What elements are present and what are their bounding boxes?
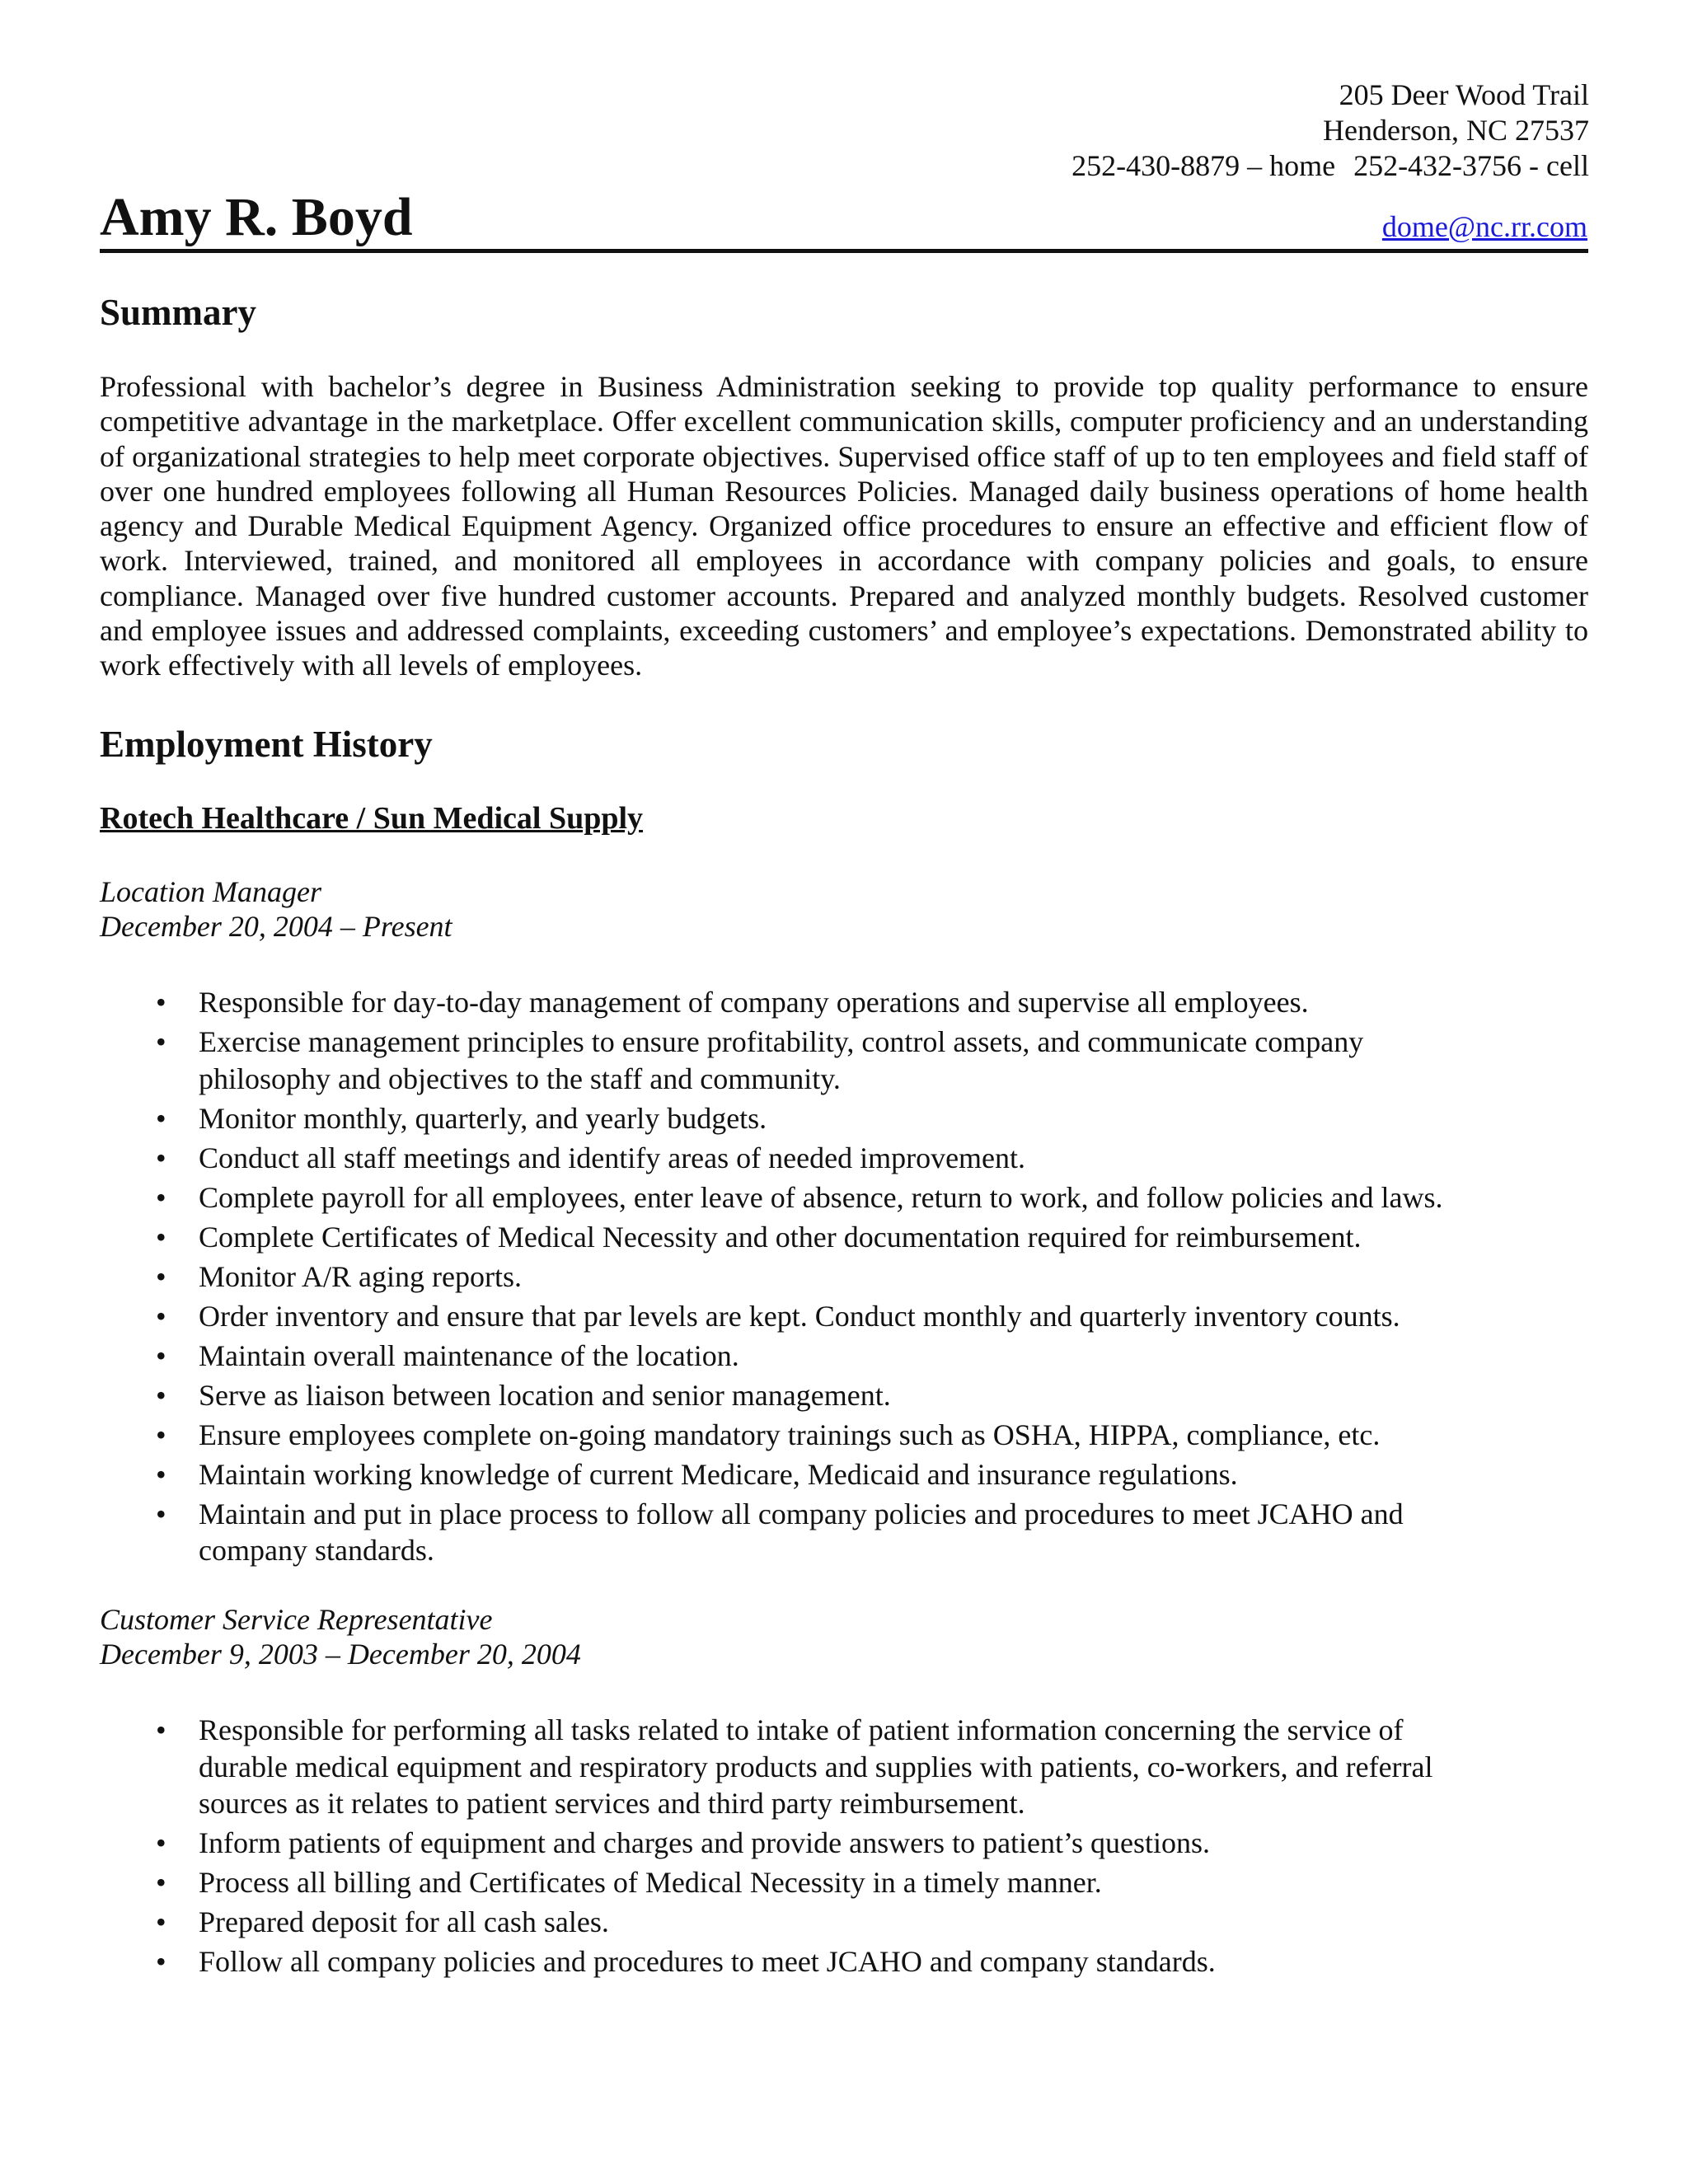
list-item: • Inform patients of equipment and charges and provide answers to patient’s questions. xyxy=(0,1825,1492,1862)
bullet-icon: • xyxy=(156,1259,166,1293)
employment-heading: Employment History xyxy=(100,724,433,765)
bullet-icon: • xyxy=(156,986,166,1019)
list-item: • Conduct all staff meetings and identify areas of needed improvement. xyxy=(0,1140,1492,1177)
bullet-icon: • xyxy=(156,1945,166,1978)
position-title: Location Manager xyxy=(100,875,321,908)
home-phone: 252-430-8879 – home xyxy=(1071,149,1336,182)
position-dates: December 9, 2003 – December 20, 2004 xyxy=(100,1638,581,1671)
bullet-icon: • xyxy=(156,1299,166,1333)
list-item: • Maintain and put in place process to follow all company policies and procedures to meet JCAHO and company standards. xyxy=(156,1497,1404,1567)
list-item: • Serve as liaison between location and senior management. xyxy=(0,1377,1492,1414)
bullet-icon: • xyxy=(156,1378,166,1412)
list-item: • Maintain overall maintenance of the location. xyxy=(0,1338,1492,1375)
list-item: • Order inventory and ensure that par levels are kept. Conduct monthly and quarterly inventory counts. xyxy=(0,1298,1492,1335)
bullet-icon: • xyxy=(156,1180,166,1214)
position-dates: December 20, 2004 – Present xyxy=(100,910,452,943)
bullet-icon: • xyxy=(156,1025,166,1058)
contact-block xyxy=(1071,77,1589,184)
contact-city-state-zip: Henderson, NC 27537 xyxy=(1323,114,1589,147)
list-item: • Responsible for performing all tasks related to intake of patient information concerning the service of durable medical equipment and respiratory products and supplies with patients, co-workers, and referral sources as it relates to patient services and third party reimbursement. xyxy=(156,1713,1433,1820)
list-item: • Monitor A/R aging reports. xyxy=(0,1258,1492,1296)
bullet-icon: • xyxy=(156,1220,166,1254)
list-item: • Exercise management principles to ensure profitability, control assets, and communicate company philosophy and objectives to the staff and community. xyxy=(156,1025,1364,1095)
list-item: • Responsible for day-to-day management of company operations and supervise all employees. xyxy=(0,984,1492,1021)
bullet-icon: • xyxy=(156,1141,166,1174)
list-item: • Maintain working knowledge of current Medicare, Medicaid and insurance regulations. xyxy=(0,1456,1492,1493)
bullet-icon: • xyxy=(156,1905,166,1938)
contact-phones xyxy=(1071,148,1589,184)
bullet-icon: • xyxy=(156,1338,166,1372)
summary-paragraph: Professional with bachelor’s degree in Business Administration seeking to provide top quality performance to ensure competitive advantage in the marketplace. Offer excellent communication skills, computer proficiency and an understanding of organizational strategies to help meet corporate objectives. Supervised office staff of up to ten employees and field staff of over one hundred employees following all Human Resources Policies. Managed daily business operations of home health agency and Durable Medical Equipment Agency. Organized office procedures to ensure an effective and efficient flow of work. Interviewed, trained, and monitored all employees in accordance with company policies and goals, to ensure compliance. Managed over five hundred customer accounts. Prepared and analyzed monthly budgets. Resolved customer and employee issues and addressed complaints, exceeding customers’ and employee’s expectations. Demonstrated ability to work effectively with all levels of employees. xyxy=(100,370,1588,682)
position-header xyxy=(100,1602,581,1671)
list-item: • Follow all company policies and procedures to meet JCAHO and company standards. xyxy=(0,1943,1492,1980)
header-divider xyxy=(100,249,1588,253)
list-item: • Process all billing and Certificates of Medical Necessity in a timely manner. xyxy=(0,1864,1492,1901)
list-item: • Complete payroll for all employees, enter leave of absence, return to work, and follow policies and laws. xyxy=(0,1179,1492,1216)
bullet-icon: • xyxy=(156,1101,166,1135)
cell-phone: 252-432-3756 - cell xyxy=(1353,149,1589,182)
summary-heading: Summary xyxy=(100,292,256,333)
bullet-icon: • xyxy=(156,1418,166,1451)
list-item: • Complete Certificates of Medical Necessity and other documentation required for reimbursement. xyxy=(0,1219,1492,1256)
duties-list-location-manager xyxy=(0,984,1492,1572)
position-header xyxy=(100,874,452,944)
bullet-icon: • xyxy=(156,1826,166,1859)
bullet-icon: • xyxy=(156,1457,166,1491)
contact-street: 205 Deer Wood Trail xyxy=(1339,78,1589,111)
bullet-icon: • xyxy=(156,1497,166,1530)
list-item: • Prepared deposit for all cash sales. xyxy=(0,1904,1492,1941)
candidate-name: Amy R. Boyd xyxy=(100,187,413,247)
list-item: • Ensure employees complete on-going mandatory trainings such as OSHA, HIPPA, compliance, etc. xyxy=(0,1417,1492,1454)
position-title: Customer Service Representative xyxy=(100,1603,493,1636)
email-link[interactable]: dome@nc.rr.com xyxy=(1381,210,1587,243)
list-item: • Monitor monthly, quarterly, and yearly budgets. xyxy=(0,1100,1492,1137)
bullet-icon: • xyxy=(156,1713,166,1746)
duties-list-customer-service xyxy=(0,1712,1492,1983)
company-name: Rotech Healthcare / Sun Medical Supply xyxy=(100,801,644,836)
bullet-icon: • xyxy=(156,1866,166,1899)
